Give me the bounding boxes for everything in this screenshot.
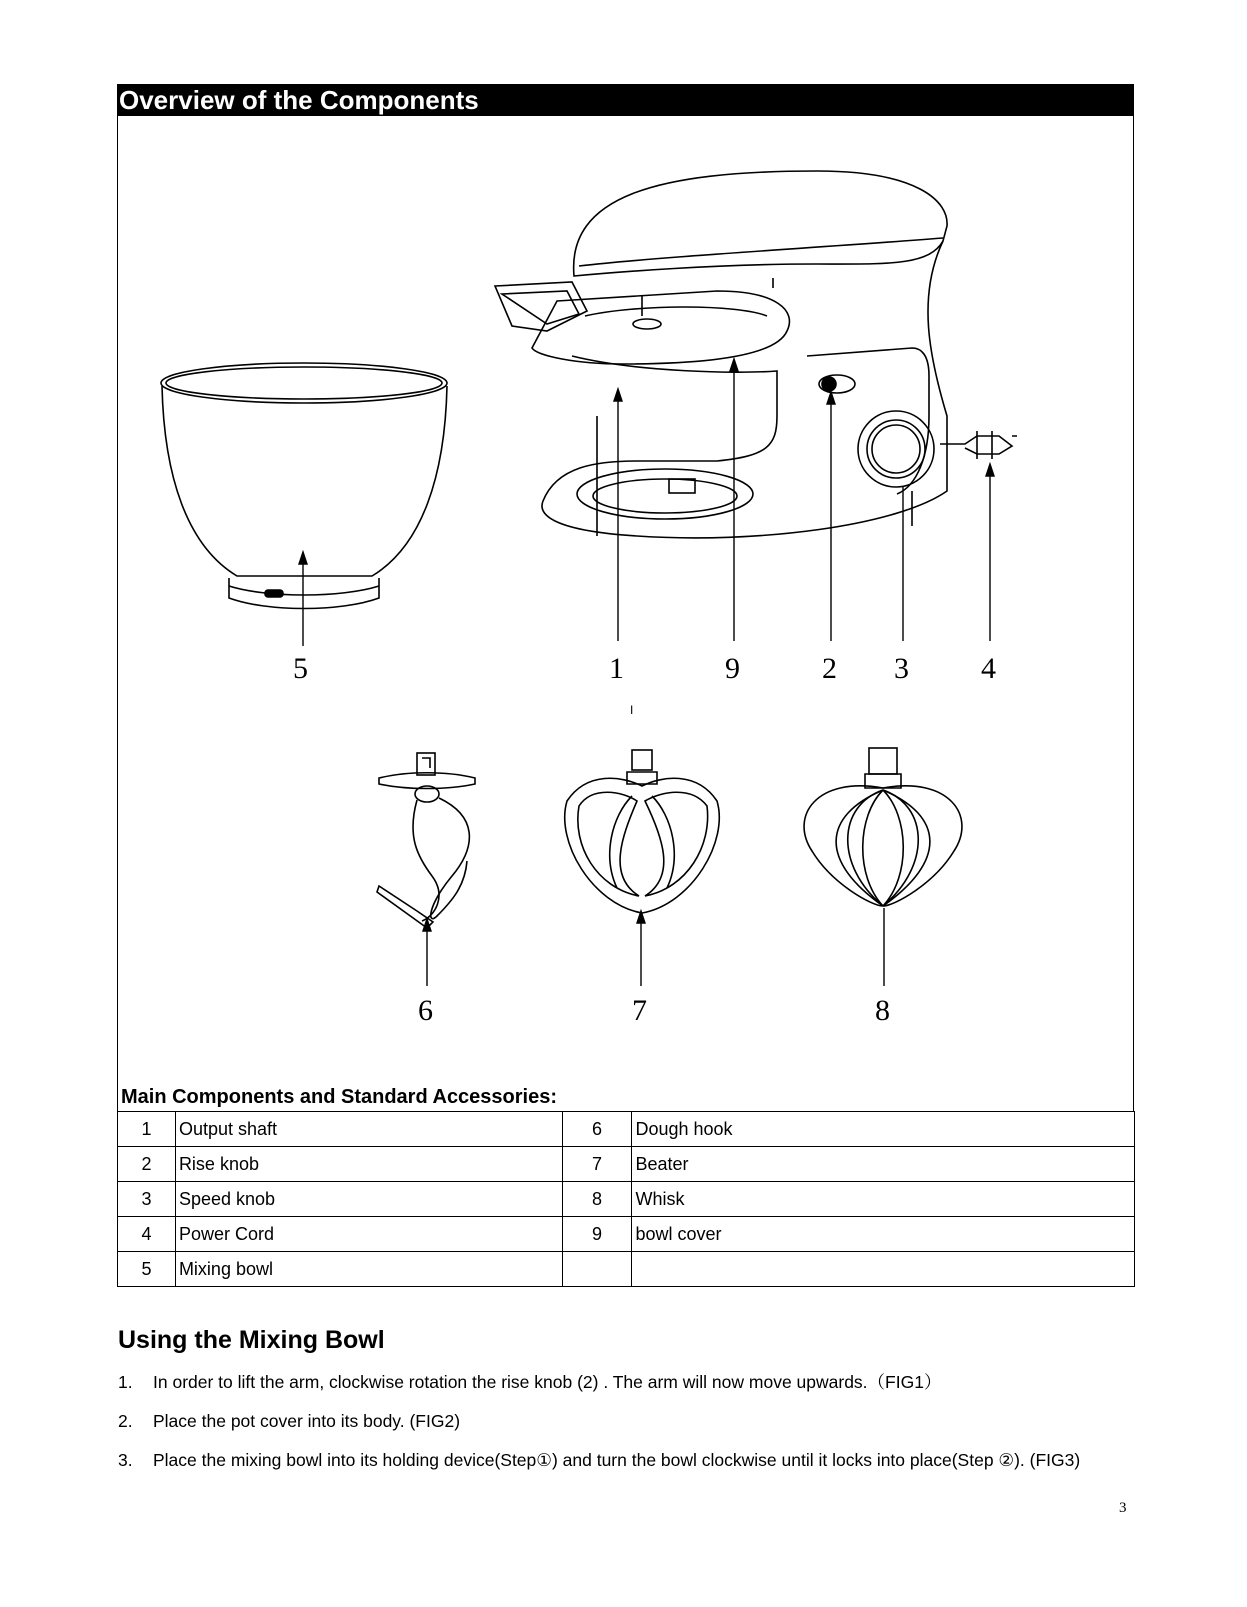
component-name: Power Cord xyxy=(175,1217,562,1252)
step-text: Place the mixing bowl into its holding device(Step①) and turn the bowl clockwise until it locks into place(Step ②). (FIG3) xyxy=(153,1450,1081,1470)
list-item xyxy=(118,1368,1138,1396)
step-number: 2. xyxy=(118,1411,133,1431)
component-name: Beater xyxy=(632,1147,1135,1182)
dough-hook-drawing xyxy=(377,753,475,928)
step-text: In order to lift the arm, clockwise rotation the rise knob (2) . The arm will now move upwards.（FIG1） xyxy=(153,1372,942,1392)
component-number: 1 xyxy=(118,1112,176,1147)
table-row xyxy=(118,1112,1135,1147)
components-illustration xyxy=(117,116,1134,1092)
table-row xyxy=(118,1147,1135,1182)
step-number: 3. xyxy=(118,1450,133,1470)
callout-6: 6 xyxy=(418,994,433,1027)
step-number: 1. xyxy=(118,1372,133,1392)
section-header: Overview of the Components xyxy=(117,84,1134,116)
callout-7: 7 xyxy=(632,994,647,1027)
component-name: Mixing bowl xyxy=(175,1252,562,1287)
component-number: 8 xyxy=(562,1182,632,1217)
component-name xyxy=(632,1252,1135,1287)
stray-mark: I xyxy=(630,703,634,717)
section-title: Using the Mixing Bowl xyxy=(118,1326,385,1354)
component-name: Whisk xyxy=(632,1182,1135,1217)
callout-5: 5 xyxy=(293,652,308,685)
component-name: Rise knob xyxy=(175,1147,562,1182)
whisk-drawing xyxy=(804,748,962,906)
component-number xyxy=(562,1252,632,1287)
stand-mixer-drawing xyxy=(495,171,1017,538)
component-number: 2 xyxy=(118,1147,176,1182)
component-name: bowl cover xyxy=(632,1217,1135,1252)
instruction-list xyxy=(118,1368,1138,1485)
table-row xyxy=(118,1252,1135,1287)
table-row xyxy=(118,1182,1135,1217)
list-item xyxy=(118,1407,1138,1435)
component-number: 5 xyxy=(118,1252,176,1287)
table-row xyxy=(118,1217,1135,1252)
mixing-bowl-drawing xyxy=(161,363,447,609)
component-name: Speed knob xyxy=(175,1182,562,1217)
component-number: 3 xyxy=(118,1182,176,1217)
callout-3: 3 xyxy=(894,652,909,685)
component-name: Dough hook xyxy=(632,1112,1135,1147)
component-number: 4 xyxy=(118,1217,176,1252)
callout-9: 9 xyxy=(725,652,740,685)
page-number: 3 xyxy=(1119,1500,1127,1516)
component-number: 6 xyxy=(562,1112,632,1147)
leader-lines xyxy=(299,359,994,986)
list-item xyxy=(118,1446,1138,1474)
component-number: 7 xyxy=(562,1147,632,1182)
component-name: Output shaft xyxy=(175,1112,562,1147)
callout-1: 1 xyxy=(609,652,624,685)
components-heading: Main Components and Standard Accessories: xyxy=(121,1086,558,1108)
callout-2: 2 xyxy=(822,652,837,685)
callout-4: 4 xyxy=(981,652,996,685)
component-number: 9 xyxy=(562,1217,632,1252)
callout-8: 8 xyxy=(875,994,890,1027)
components-table xyxy=(117,1111,1135,1287)
beater-drawing xyxy=(565,750,720,913)
step-text: Place the pot cover into its body. (FIG2) xyxy=(153,1411,461,1431)
